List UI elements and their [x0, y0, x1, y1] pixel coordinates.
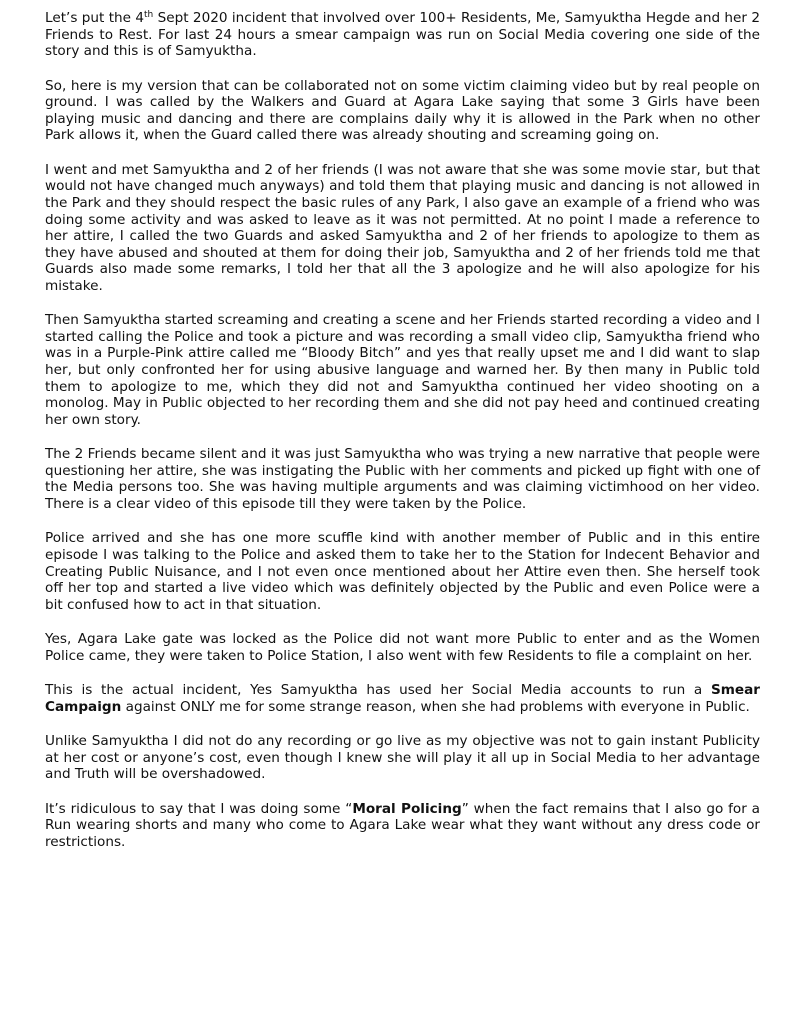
text-run: ” when the fact remains that I also go for a Run wearing shorts and many who come to Agara Lake wear what they want without any dress code or restrictions. — [45, 800, 760, 850]
bold-text: Moral Policing — [352, 800, 462, 817]
text-run: Let’s put the 4 — [45, 10, 145, 26]
paragraph — [45, 162, 760, 295]
text-run: Yes, Agara Lake gate was locked as the Police did not want more Public to enter and as the Women Police came, they were taken to Police Station, I also went with few Residents to file a complaint on her. — [45, 631, 760, 664]
text-run: I went and met Samyuktha and 2 of her friends (I was not aware that she was some movie star, but that would not have changed much anyways) and told them that playing music and dancing is not allowed in the Park and they should respect the basic rules of any Park, I also gave an example of a friend who was doing some activity and was asked to leave as it was not permitted. At no point I made a reference to her attire, I called the two Guards and asked Samyuktha and 2 of her friends to apologize to them as they have abused and shouted at them for doing their job, Samyuktha and 2 of her friends told me that Guards also made some remarks, I told her that all the 3 apologize and he will also apologize for his mistake. — [45, 161, 760, 294]
paragraph — [45, 10, 760, 60]
paragraph — [45, 312, 760, 428]
text-run: This is the actual incident, Yes Samyuktha has used her Social Media accounts to run a — [45, 682, 711, 699]
text-run: So, here is my version that can be collaborated not on some victim claiming video but by real people on ground. I was called by the Walkers and Guard at Agara Lake saying that some 3 Girls have been playing music and dancing and there are complains daily why it is allowed in the Park when no other Park allows it, when the Guard called there was already shouting and screaming going on. — [45, 77, 760, 144]
text-run: The 2 Friends became silent and it was just Samyuktha who was trying a new narrative that people were questioning her attire, she was instigating the Public with her comments and picked up fight with one of the Media persons too. She was having multiple arguments and was claiming victimhood on her video. There is a clear video of this episode till they were taken by the Police. — [45, 446, 760, 513]
superscript-text: th — [144, 10, 154, 20]
bold-text: Smear Campaign — [45, 682, 760, 715]
text-run: Unlike Samyuktha I did not do any recording or go live as my objective was not to gain instant Publicity at her cost or anyone’s cost, even though I knew she will play it all up in Social Media to her advantage and Truth will be overshadowed. — [45, 733, 760, 783]
paragraph — [45, 78, 760, 144]
text-run: Sept 2020 incident that involved over 100+ Residents, Me, Samyuktha Hegde and her 2 Friends to Rest. For last 24 hours a smear campaign was run on Social Media covering one side of the story and this is of Samyuktha. — [45, 10, 760, 60]
text-run: Police arrived and she has one more scuffle kind with another member of Public and in this entire episode I was talking to the Police and asked them to take her to the Station for Indecent Behavior and Creating Public Nuisance, and I not even once mentioned about her Attire even then. She herself took off her top and started a live video which was definitely objected by the Public and even Police were a bit confused how to act in that situation. — [45, 530, 760, 613]
text-run: It’s ridiculous to say that I was doing some “ — [45, 800, 353, 817]
text-run: against ONLY me for some strange reason, when she had problems with everyone in Public. — [121, 698, 750, 715]
paragraph — [45, 733, 760, 783]
paragraph — [45, 801, 760, 851]
paragraph — [45, 682, 760, 715]
paragraph — [45, 631, 760, 664]
text-run: Then Samyuktha started screaming and creating a scene and her Friends started recording a video and I started calling the Police and took a picture and was recording a small video clip, Samyuktha friend who was in a Purple-Pink attire called me “Bloody Bitch” and yes that really upset me and I did want to slap her, but only confronted her for using abusive language and warned her. By then many in Public told them to apologize to me, which they did not and Samyuktha continued her video shooting on a monolog. May in Public objected to her recording them and she did not pay heed and continued creating her own story. — [45, 312, 760, 428]
paragraph — [45, 446, 760, 512]
paragraph — [45, 530, 760, 613]
